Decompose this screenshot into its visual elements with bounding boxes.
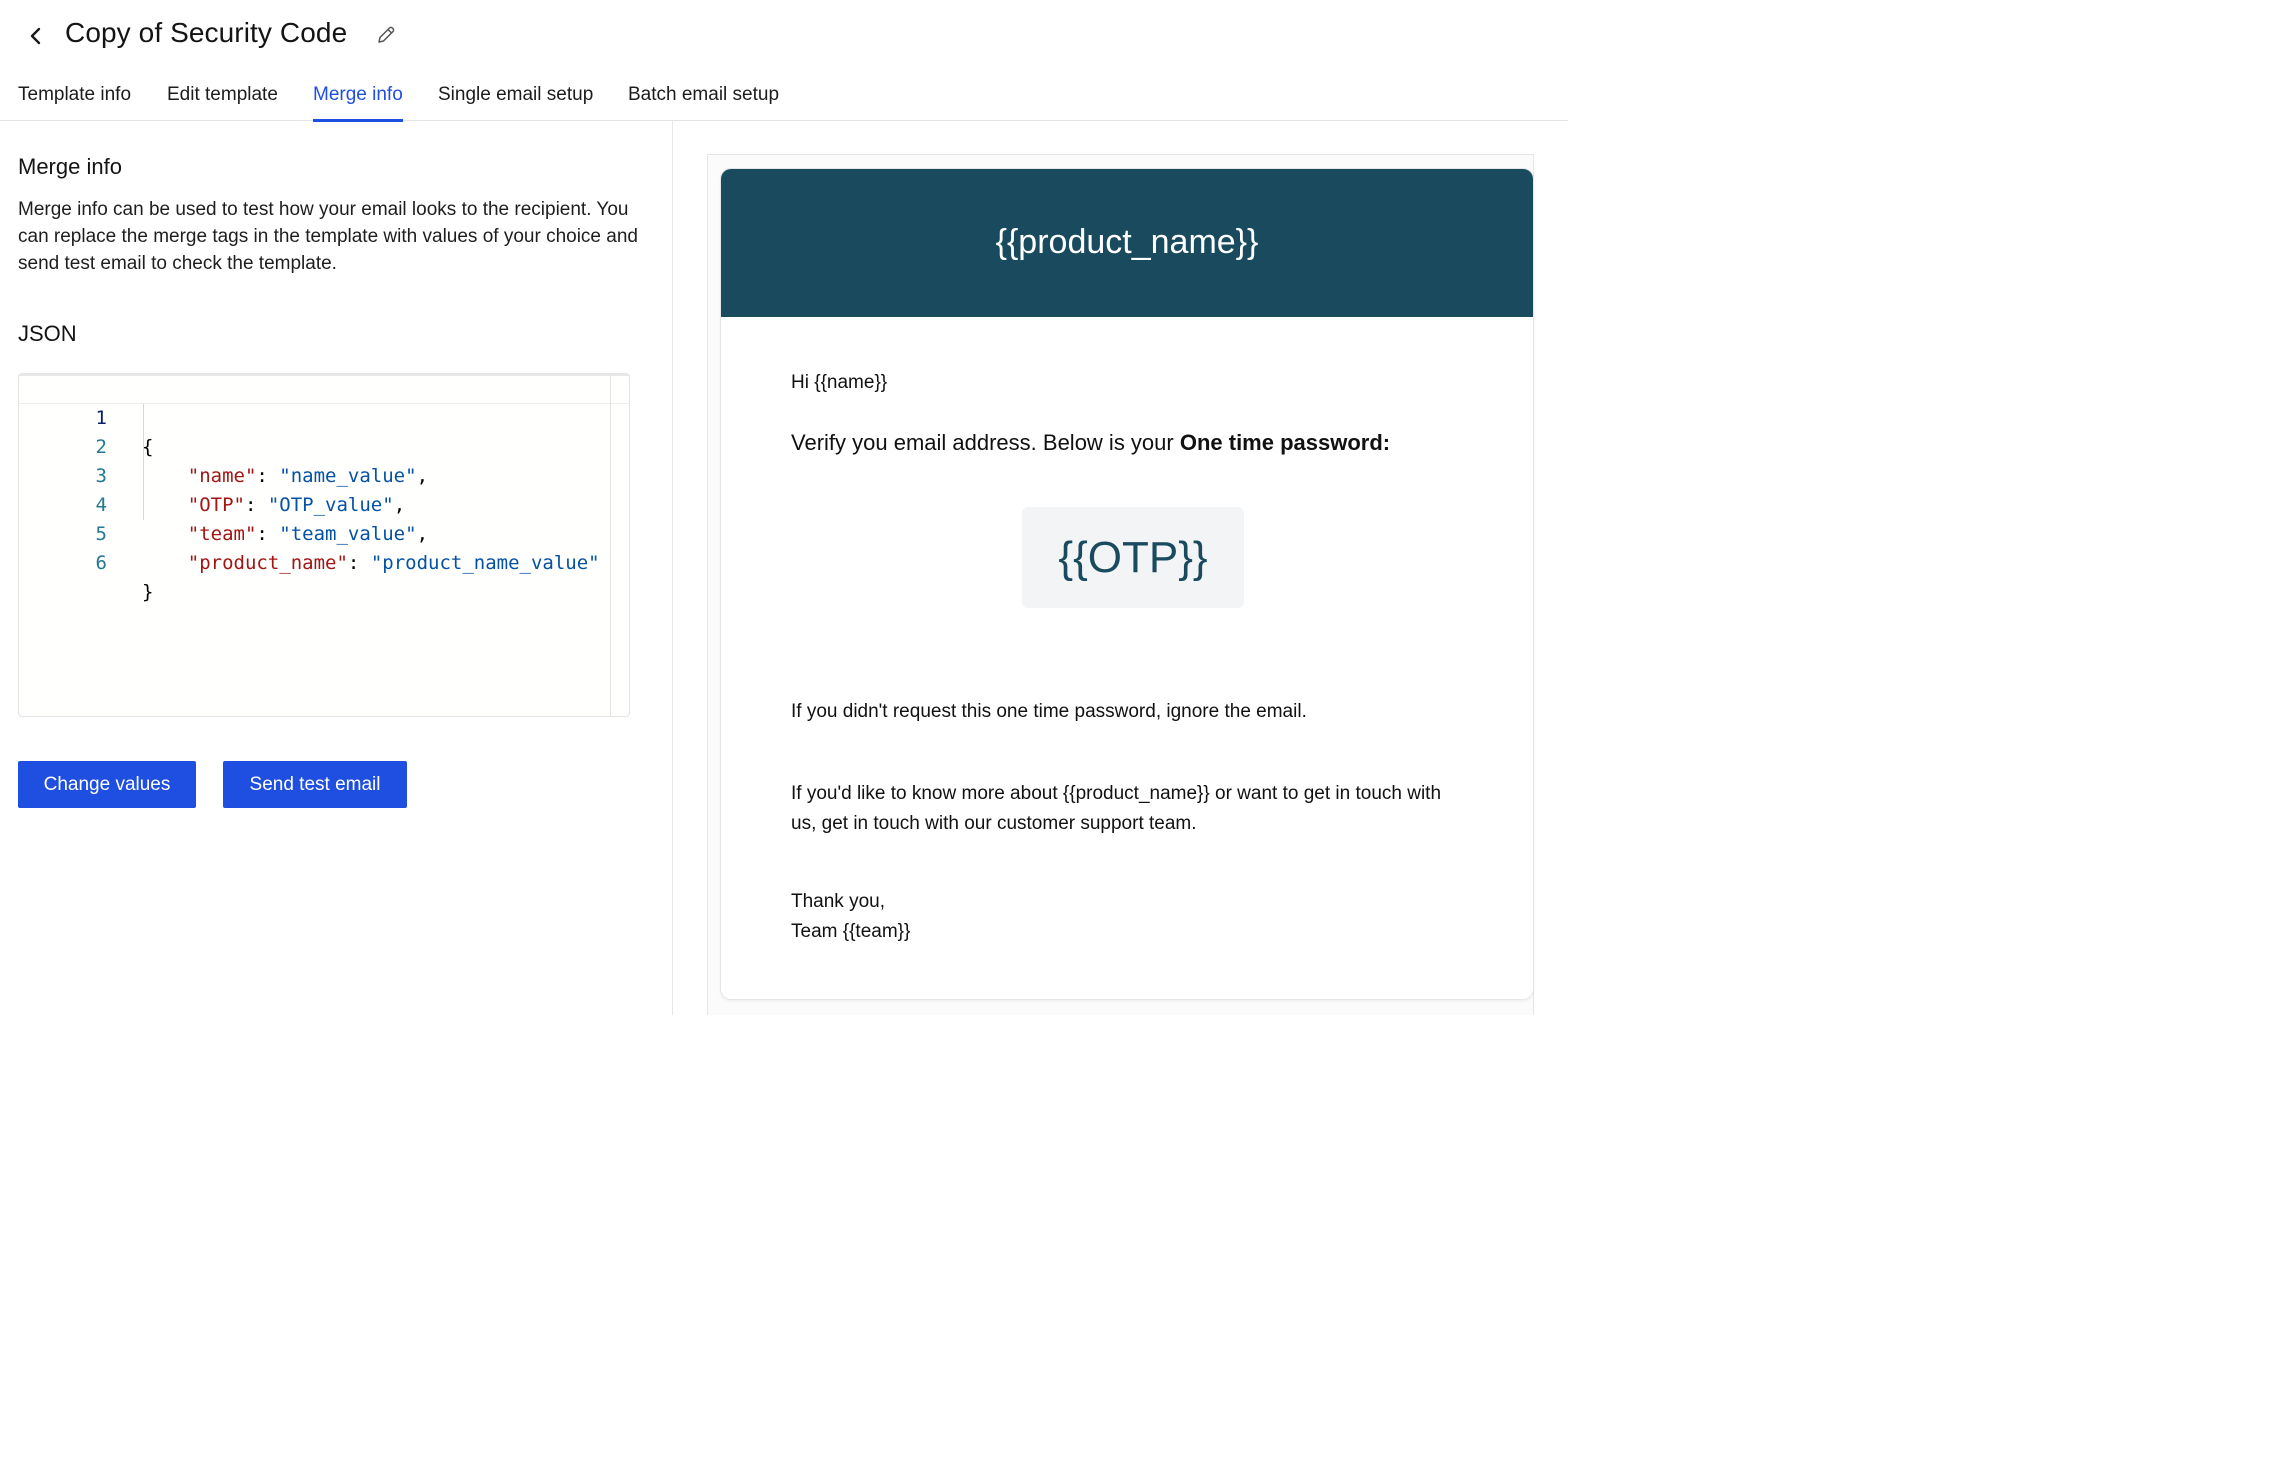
code-text: "product_name": "product_name_value" (187, 552, 600, 574)
email-ignore-text: If you didn't request this one time password, ignore the email. (791, 701, 1307, 722)
email-header-banner (721, 169, 1533, 317)
code-text: } (142, 581, 154, 603)
code-text: "OTP": "OTP_value", (187, 494, 406, 516)
page-header (0, 0, 1568, 70)
json-key: "OTP" (187, 494, 245, 516)
edit-title-button[interactable] (374, 23, 398, 47)
email-signoff (791, 887, 910, 947)
line-number: 2 (95, 436, 107, 458)
email-header-title: {{product_name}} (995, 223, 1259, 261)
verify-text-prefix: Verify you email address. Below is your (791, 430, 1180, 455)
json-value: "name_value" (279, 465, 417, 487)
send-test-email-button[interactable]: Send test email (223, 761, 407, 808)
line-number: 5 (95, 523, 107, 545)
email-signature: Team {{team}} (791, 921, 911, 942)
verify-text-bold: One time password: (1179, 430, 1391, 455)
json-section-title: JSON (18, 321, 77, 346)
json-comma: , (393, 494, 406, 516)
code-text: "name": "name_value", (187, 465, 429, 487)
tab-template-info[interactable]: Template info (18, 84, 132, 105)
email-verify-text (791, 430, 1390, 456)
json-value: "team_value" (279, 523, 417, 545)
tab-bar (0, 84, 1568, 121)
line-number: 3 (95, 465, 107, 487)
panel-divider (672, 121, 673, 1015)
page-title: Copy of Security Code (65, 17, 348, 48)
code-text: { (142, 436, 154, 458)
code-line (19, 375, 629, 458)
json-key: "team" (187, 523, 257, 545)
line-number: 6 (95, 552, 107, 574)
pencil-icon (374, 23, 398, 47)
json-comma: , (416, 465, 429, 487)
code-line (19, 404, 629, 487)
line-number: 1 (95, 407, 107, 429)
json-key: "name" (187, 465, 257, 487)
tab-batch-email-setup[interactable]: Batch email setup (628, 84, 780, 105)
change-values-button[interactable]: Change values (18, 761, 196, 808)
tab-merge-info[interactable]: Merge info (313, 84, 403, 121)
email-thanks: Thank you, (791, 891, 885, 912)
tab-single-email-setup[interactable]: Single email setup (438, 84, 594, 105)
json-value: "OTP_value" (267, 494, 394, 516)
more-info-line-1: If you'd like to know more about {{product_name}} or want to get in touch with (791, 783, 1442, 804)
back-button[interactable] (22, 22, 50, 50)
json-editor[interactable] (18, 373, 630, 717)
code-text: "team": "team_value", (187, 523, 429, 545)
more-info-line-2: us, get in touch with our customer support team. (791, 813, 1197, 834)
chevron-left-icon (28, 26, 44, 46)
email-more-info-text (791, 779, 1441, 839)
otp-box (1022, 507, 1244, 608)
merge-info-title: Merge info (18, 154, 122, 179)
json-key: "product_name" (187, 552, 348, 574)
json-comma: , (416, 523, 429, 545)
email-preview (721, 169, 1533, 999)
otp-code: {{OTP}} (1058, 532, 1208, 582)
tab-edit-template[interactable]: Edit template (167, 84, 278, 105)
line-number: 4 (95, 494, 107, 516)
email-greeting: Hi {{name}} (791, 372, 888, 393)
merge-info-description: Merge info can be used to test how your email looks to the recipient. You can replace the merge tags in the template with values of your choice and send test email to check the template. (18, 199, 638, 274)
json-value: "product_name_value" (370, 552, 600, 574)
